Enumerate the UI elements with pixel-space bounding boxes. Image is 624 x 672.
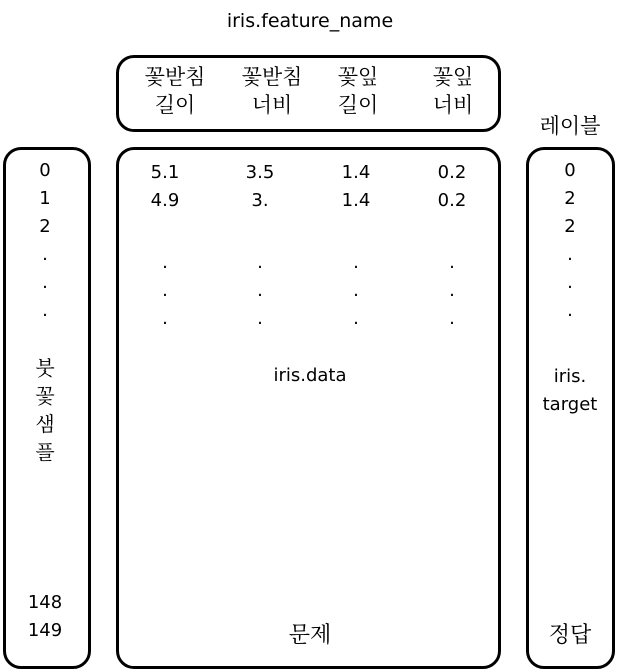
target-values [530,157,610,325]
data-dot: . [353,308,359,329]
data-dot: . [449,280,455,301]
data-cell: 5.1 [150,162,180,183]
sample-vertical-char: 붓 [35,356,55,380]
feature-header-4 [413,63,493,119]
target-dot: . [567,272,573,293]
target-caption: 정답 [548,623,592,648]
data-dot: . [257,252,263,273]
data-dot: . [449,308,455,329]
feature-header-2-line1: 꽃받침 [241,65,303,89]
data-label: iris.data [273,365,347,386]
sample-index-bottom [5,589,85,645]
data-dot: . [162,252,168,273]
data-dot: . [257,280,263,301]
data-cell: 4.9 [150,190,180,211]
target-dot: . [567,244,573,265]
sample-index-top [5,157,85,325]
target-label-line2: target [542,394,598,415]
feature-header-4-line2: 너비 [432,93,474,117]
data-cell: 1.4 [341,162,371,183]
target-label [530,363,610,419]
feature-header-1 [135,63,215,119]
data-cell: 0.2 [437,162,467,183]
data-dot: . [162,308,168,329]
data-cell: 0.2 [437,190,467,211]
target-dot: . [567,300,573,321]
sample-index-item: 149 [27,620,63,641]
sample-index-item: 148 [27,592,63,613]
sample-vertical-char: 꽃 [35,384,55,408]
target-value: 2 [564,216,576,237]
sample-index-dot: . [42,272,48,293]
data-box [116,147,501,669]
data-dot: . [449,252,455,273]
feature-header-2-line2: 너비 [251,93,293,117]
feature-name-title: iris.feature_name [226,10,394,32]
data-dot: . [162,280,168,301]
data-cell: 3.5 [245,162,275,183]
feature-header-1-line1: 꽃받침 [144,65,206,89]
feature-header-3 [318,63,398,119]
sample-index-item: 1 [39,188,51,209]
data-dot: . [257,308,263,329]
sample-index-item: 0 [39,160,51,181]
sample-vertical-char: 샘 [35,412,55,436]
sample-index-dot: . [42,300,48,321]
sample-index-dot: . [42,244,48,265]
feature-header-3-line1: 꽃잎 [337,65,379,89]
feature-header-3-line2: 길이 [337,93,379,117]
data-dot: . [353,252,359,273]
label-title: 레이블 [539,114,601,138]
sample-vertical-label [5,354,85,466]
data-dot: . [353,280,359,301]
target-label-line1: iris. [553,366,587,387]
target-value: 2 [564,188,576,209]
feature-header-1-line2: 길이 [154,93,196,117]
sample-index-item: 2 [39,216,51,237]
feature-header-2 [232,63,312,119]
sample-vertical-char: 플 [35,440,55,464]
data-caption: 문제 [288,623,332,648]
target-value: 0 [564,160,576,181]
data-cell: 3. [251,190,269,211]
data-cell: 1.4 [341,190,371,211]
feature-header-4-line1: 꽃잎 [432,65,474,89]
